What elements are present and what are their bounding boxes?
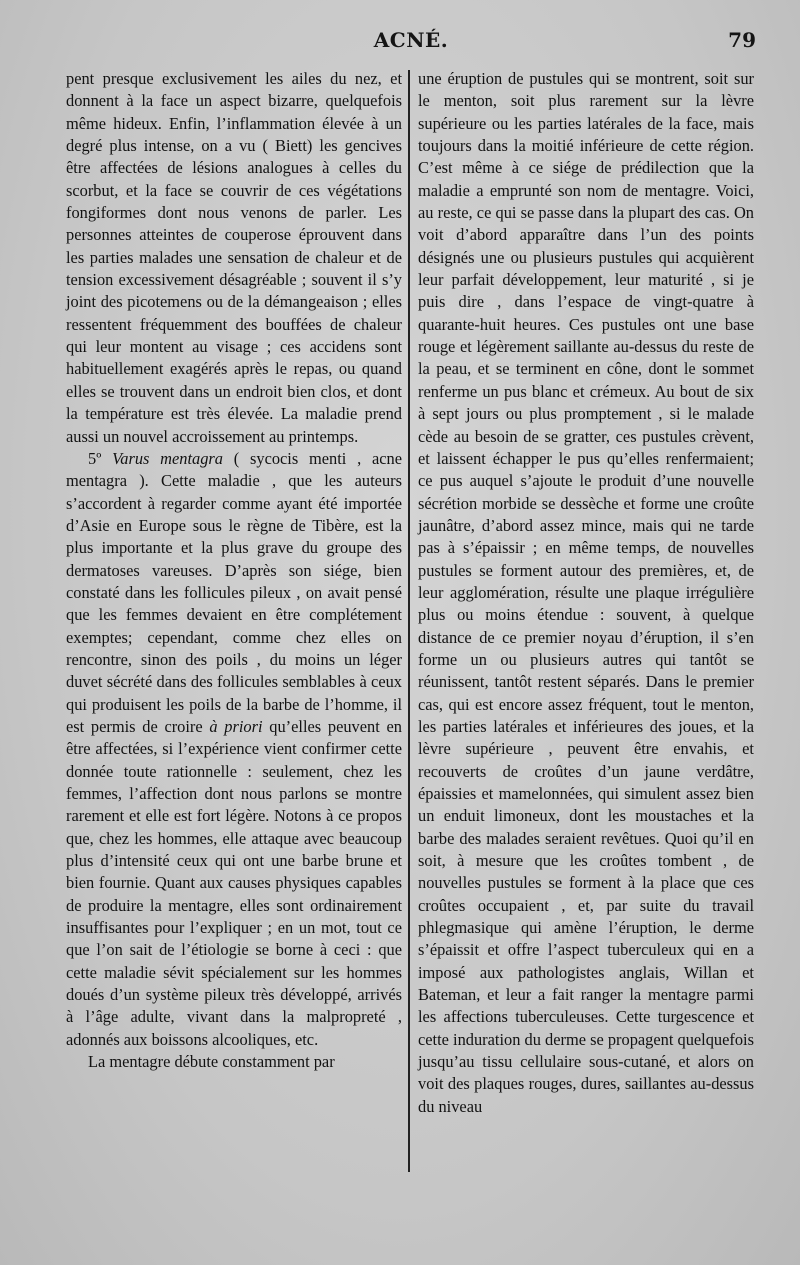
left-column [66,68,402,1073]
paragraph-text: qu’elles peuvent en être affectées, si l’expérience vient confirmer cette donnée toute rationnelle : seulement, chez les femmes, l’affection dont nous parlons se montre rarement et elle est fort légère. Notons à ce propos que, chez les hommes, elle attaque avec beaucoup plus d’intensité ceux qui ont une barbe brune et bien fournie. Quant aux causes physiques capables de produire la mentagre, elles sont ordinairement insuffisantes pour l’expliquer ; en un mot, tout ce que l’on sait de l’étiologie se borne à ceci : que cette maladie sévit spécialement sur les hommes doués d’un système pileux très développé, arrivés à l’âge adulte, vivant dans la malpropreté , adonnés aux boissons alcooliques, etc. [66,716,402,1049]
running-head [66,28,756,62]
column-divider [408,70,410,1172]
page-number: 79 [728,28,756,52]
chapter-title: ACNÉ. [373,28,449,52]
paragraph-eruption: une éruption de pustules qui se montrent, soit sur le menton, soit plus rarement sur la lèvre supérieure ou les parties latérales de la face, mais toujours dans la moitié inférieure de cette région. C’est même à ce siége de prédilection que la maladie a emprunté son nom de mentagre. Voici, au reste, ce qui se passe dans la plupart des cas. On voit d’abord apparaître dans l’un des points désignés une ou plusieurs pustules qui acquièrent leur parfait développement, leur maturité , si je puis dire , dans l’espace de vingt-quatre à quarante-huit heures. Ces pustules ont une base rouge et légèrement saillante au-dessus du reste de la peau, et se terminent en cône, dont le sommet renferme un pus blanc et crémeux. Au bout de six à sept jours ou plus promptement , si le malade cède au besoin de se gratter, ces pustules crèvent, et laissent échapper le pus qu’elles renfermaient; ce pus auquel s’ajoute le produit d’une nouvelle sécrétion morbide se dessèche et forme une croûte jaunâtre, d’abord assez mince, mais qui ne tarde pas à s’épaissir ; en même temps, de nouvelles pustules se forment autour des premières, et, de leur agglomération, résulte une plaque irrégulière plus ou moins étendue : souvent, à quelque distance de ce premier noyau d’éruption, il s’en forme un ou plusieurs autres qui tantôt se réunissent, tantôt restent séparés. Dans le premier cas, qui est encore assez fréquent, tout le menton, les parties latérales et inférieures des joues, et la lèvre supérieure , peuvent être envahis, et recouverts de croûtes d’un jaune verdâtre, épaissies et mamelonnées, qui simulent assez bien un enduit limoneux, dont les moustaches et la barbe des malades seraient revêtues. Quoi qu’il en soit, à mesure que les croûtes tombent , de nouvelles pustules se forment à la place que ces croûtes occupaient , et, par suite du travail phlegmasique qui amène l’éruption, le derme s’épaissit et offre l’aspect tuberculeux qui en a imposé aux pathologistes anglais, Willan et Bateman, et leur a fait ranger la mentagre parmi les affections tuberculeuses. Cette turgescence et cette induration du derme se propagent quelquefois jusqu’au tissu cellulaire sous-cutané, et alors on voit des plaques rouges, dures, saillantes au-dessus du niveau [418,69,754,1116]
section-term: Varus mentagra [112,448,223,468]
paragraph-varus-mentagra [66,448,402,1051]
paragraph-couperose-continued: pent presque exclusivement les ailes du nez, et donnent à la face un aspect bizarre, quelquefois même hideux. Enfin, l’inflammation élevée à un degré plus intense, on a vu ( Biett) les gencives être affectées de lésions analogues à celles du scorbut, et la face se couvrir de ces végétations fongiformes dont nous venons de parler. Les personnes atteintes de couperose éprouvent dans les parties malades une sensation de chaleur et de tension excessivement désagréable ; souvent il s’y joint des picotemens ou de la démangeaison ; elles ressentent fréquemment des bouffées de chaleur qui leur montent au visage ; ces accidens sont habituellement exagérés après le repas, ou quand elles se trouvent dans un endroit bien clos, et dont la température est très élevée. La maladie prend aussi un nouvel accroissement au printemps. [66,69,402,446]
paragraph-mentagre-debut: La mentagre débute constamment par [88,1052,335,1072]
right-column [418,68,754,1118]
section-number: 5º [88,448,102,468]
paragraph-text: ( sycocis menti , acne mentagra ). Cette maladie , que les auteurs s’accordent à regarder comme ayant été importée d’Asie en Europe sous le règne de Tibère, est la plus importante et la plus grave du groupe des dermatoses vareuses. D’après son siége, bien constaté dans les follicules pileux , on avait pensé que les femmes devaient en être complétement exemptes; cependant, comme chez elles on rencontre, sinon des poils , du moins un léger duvet sécrété dans des follicules semblables à ceux qui produisent les poils de la barbe de l’homme, il est permis de croire [66,448,402,736]
italic-phrase: à priori [209,716,263,736]
